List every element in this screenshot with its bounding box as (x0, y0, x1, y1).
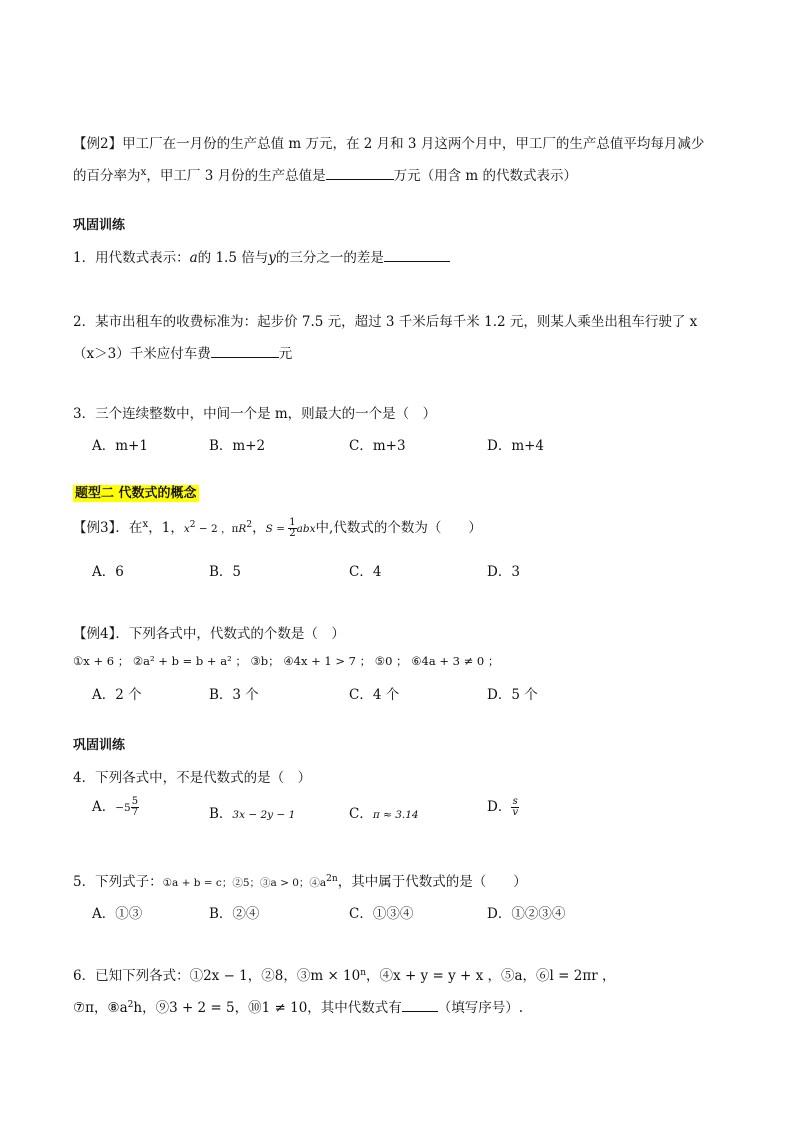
fraction-s-over-v (511, 797, 519, 818)
q5-text-b: ，其中属于代数式的是（ ） (337, 874, 527, 890)
ex3-text-d: − 2 ， (195, 523, 232, 535)
denominator: v (512, 807, 518, 818)
ex4-option-d[interactable]: D．5 个 (487, 687, 538, 703)
numerator: s (512, 796, 518, 807)
expression: 3x − 2y − 1 (232, 809, 296, 821)
expression: π ≈ 3.14 (372, 809, 419, 821)
question-2-line-1: 2．某市出租车的收费标准为：起步价 7.5 元，超过 3 千米后每千米 1.2 元，则某人乘坐出租车行驶了 x (73, 314, 698, 330)
ex3-option-b[interactable]: B．5 (209, 564, 242, 580)
question-1 (73, 246, 450, 266)
q4-option-b[interactable] (209, 802, 295, 822)
var-r: R (238, 523, 247, 535)
question-6-line-1 (73, 964, 615, 984)
var-s: S (265, 523, 273, 535)
option-label: D． (487, 799, 512, 815)
q5-items: ①a + b = c；②5；③a > 0；④a (162, 877, 327, 889)
q1-text-a: 1．用代数式表示： (73, 250, 190, 266)
example-2-line-2 (73, 164, 577, 184)
answer-blank[interactable] (384, 249, 450, 262)
q6-text-c: ⑦π，⑧a (73, 1000, 128, 1016)
denominator: 2 (289, 528, 296, 539)
question-4-stem: 4．下列各式中，不是代数式的是（ ） (73, 770, 312, 786)
example-4-stem: 【例4】．下列各式中，代数式的个数是（ ） (73, 626, 345, 642)
var-y: y (268, 250, 276, 266)
example-3 (73, 516, 482, 539)
equals-sign: = (272, 523, 289, 535)
ex3-text-c: ，1， (148, 520, 184, 536)
section-heading-practice-2: 巩固训练 (73, 738, 126, 753)
q5-option-a[interactable]: A．①③ (92, 906, 143, 922)
q6-text-b: ，④x + y = y + x ，⑤a，⑥l = 2πr ， (366, 968, 616, 984)
exponent: 2 (127, 1000, 134, 1010)
option-label: C． (349, 806, 373, 822)
question-3-stem: 3．三个连续整数中，中间一个是 m，则最大的一个是（ ） (73, 406, 437, 422)
option-label: A． (92, 799, 116, 815)
ex3-text-f: 中,代数式的个数为（ ） (315, 520, 482, 536)
fraction-five-sevenths (131, 797, 139, 818)
q1-text-b: 的 1.5 倍与 (197, 250, 269, 266)
q5-option-d[interactable]: D．①②③④ (487, 906, 566, 922)
ex4-option-c[interactable]: C．4 个 (349, 687, 400, 703)
q3-option-a[interactable]: A．m+1 (92, 438, 148, 454)
ex4-option-a[interactable]: A．2 个 (92, 687, 142, 703)
q4-option-d[interactable] (487, 795, 519, 818)
mixed-number-integer: −5 (115, 802, 131, 814)
section-heading-type-2 (73, 482, 199, 501)
q2-text-b: 元 (278, 346, 293, 362)
option-label: B． (209, 806, 233, 822)
q2-text-a: （x＞3）千米应付车费 (73, 346, 211, 362)
ex3-option-c[interactable]: C．4 (349, 564, 382, 580)
ex3-option-a[interactable]: A．6 (92, 564, 124, 580)
q4-option-c[interactable] (349, 802, 419, 822)
example-2-text-b: ，甲工厂 3 月份的生产总值是 (146, 168, 326, 184)
var-abx: abx (296, 523, 316, 535)
example-2-line-1: 【例2】甲工厂在一月份的生产总值 m 万元，在 2 月和 3 月这两个月中，甲工厂的生产总值平均每月减少 (73, 136, 705, 152)
q6-text-d: h，⑨3 + 2 = 5，⑩1 ≠ 10，其中代数式有 (133, 1000, 402, 1016)
question-6-line-2 (73, 996, 523, 1016)
highlighted-heading: 题型二 代数式的概念 (75, 486, 197, 501)
question-2-line-2 (73, 342, 292, 362)
answer-blank[interactable] (211, 345, 279, 358)
q5-text-a: 5．下列式子： (73, 874, 163, 890)
q6-text-a: 6．已知下列各式：①2x − 1，②8，③m × 10 (73, 968, 361, 984)
exponent: 2 (189, 520, 196, 530)
ex3-text-b: ．在 (115, 520, 143, 536)
fraction-one-half (288, 518, 296, 539)
q3-option-d[interactable]: D．m+4 (487, 438, 545, 454)
pi-symbol: π (231, 523, 239, 535)
q5-option-c[interactable]: C．①③④ (349, 906, 414, 922)
ex3-label: 【例3】 (73, 520, 116, 536)
numerator: 1 (289, 517, 296, 528)
answer-blank[interactable] (402, 999, 438, 1012)
denominator: 7 (131, 807, 139, 818)
question-5-stem (73, 870, 527, 890)
numerator: 5 (131, 796, 139, 807)
answer-blank[interactable] (326, 167, 394, 180)
ex3-text-e: ， (252, 520, 266, 536)
q1-text-c: 的三分之一的差是 (275, 250, 384, 266)
q6-text-e: （填写序号）. (437, 1000, 524, 1016)
exponent: 2 (246, 520, 253, 530)
var-x: x (183, 523, 190, 535)
example-2-text-c: 万元（用含 m 的代数式表示） (393, 168, 577, 184)
q4-option-a[interactable] (92, 795, 139, 818)
var-a: a (189, 250, 198, 266)
q5-option-b[interactable]: B．②④ (209, 906, 260, 922)
q3-option-b[interactable]: B．m+2 (209, 438, 266, 454)
ex4-option-b[interactable]: B．3 个 (209, 687, 259, 703)
example-2-text-a: 的百分率为 (73, 168, 141, 184)
ex3-option-d[interactable]: D．3 (487, 564, 520, 580)
example-4-items: ①x + 6 ； ②a² + b = b + a² ； ③b； ④4x + 1 > 7 ； ⑤0 ； ⑥4a + 3 ≠ 0 ； (73, 654, 500, 668)
var-x: x (140, 166, 147, 178)
exponent: n (360, 968, 367, 978)
exponent: 2n (326, 874, 338, 884)
var-x: x (142, 518, 149, 530)
q3-option-c[interactable]: C．m+3 (349, 438, 406, 454)
section-heading-practice-1: 巩固训练 (73, 218, 126, 233)
